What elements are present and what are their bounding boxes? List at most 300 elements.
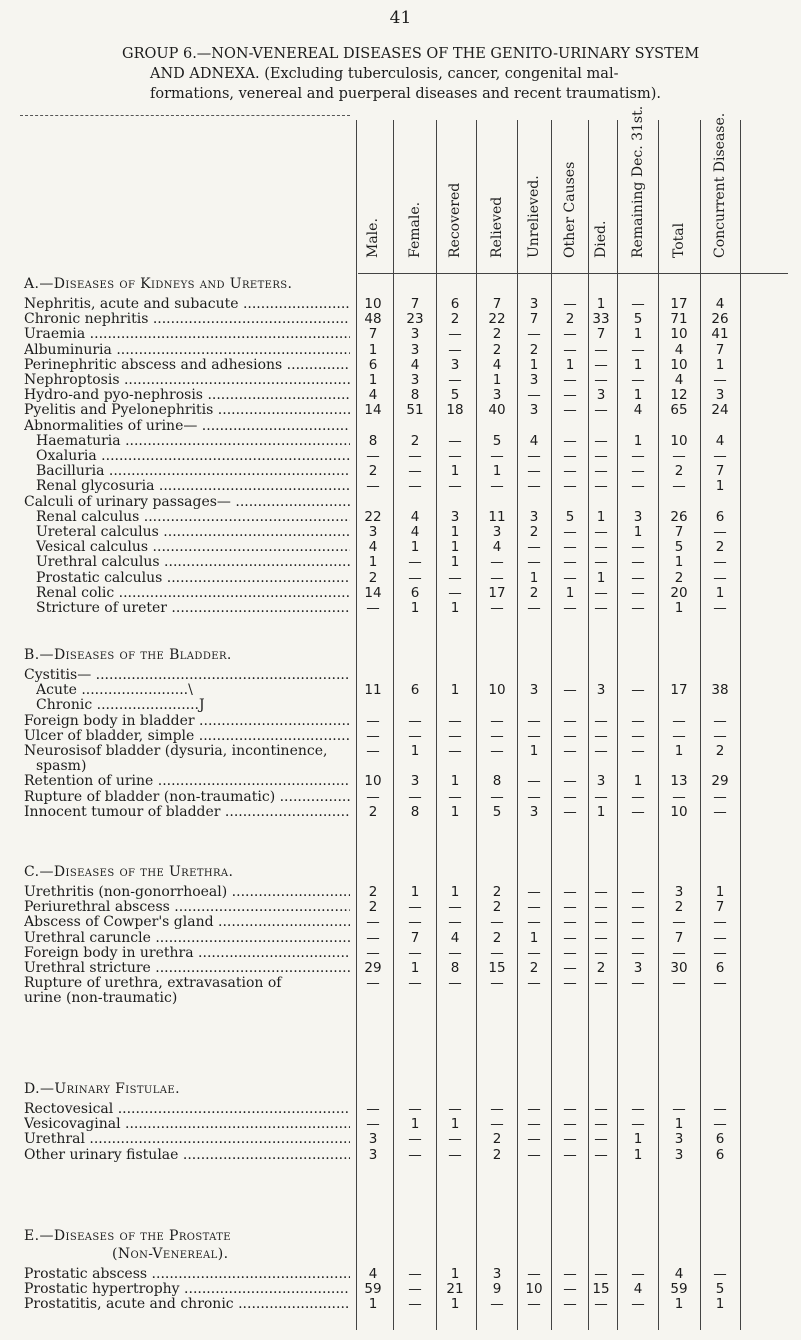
- table-cell: —: [594, 402, 608, 419]
- title-line-2: AND ADNEXA. (Excluding tuberculosis, cancer, congenital mal-: [150, 66, 619, 82]
- table-cell: —: [527, 884, 541, 900]
- page-number: 41: [389, 8, 412, 28]
- table-cell: 4: [715, 296, 725, 312]
- table-cell: —: [672, 914, 686, 931]
- table-cell: —: [563, 712, 577, 729]
- table-row: [0, 1267, 801, 1281]
- table-cell: —: [490, 975, 504, 992]
- table-cell: —: [563, 554, 577, 571]
- table-cell: —: [448, 584, 462, 601]
- table-cell: —: [594, 884, 608, 900]
- table-cell: —: [563, 944, 577, 961]
- table-cell: 1: [492, 372, 502, 388]
- table-cell: 2: [368, 899, 378, 916]
- table-cell: 29: [364, 960, 382, 976]
- table-cell: 20: [670, 584, 688, 601]
- table-cell: —: [563, 1101, 577, 1117]
- table-cell: —: [366, 975, 380, 992]
- table-cell: —: [563, 975, 577, 992]
- row-label: Hydro-and pyo-nephrosis .....: [24, 388, 350, 402]
- title-line-1: GROUP 6.—NON-VENEREAL DISEASES OF THE GENITO-URINARY SYSTEM: [122, 46, 700, 62]
- row-label: Abnormalities of urine— .....: [24, 419, 350, 433]
- table-cell: 3: [529, 803, 539, 820]
- table-cell: —: [527, 788, 541, 805]
- table-cell: 3: [529, 508, 539, 525]
- table-cell: —: [594, 975, 608, 992]
- row-label: Renal colic .....: [36, 586, 350, 600]
- table-cell: —: [366, 727, 380, 744]
- table-cell: —: [631, 899, 645, 916]
- table-cell: 48: [364, 311, 382, 328]
- row-label: Chronic .......................J: [36, 698, 205, 713]
- section-heading: C.—Diseases of the Urethra.: [24, 864, 234, 880]
- table-cell: 18: [446, 402, 464, 419]
- table-cell: 1: [450, 682, 460, 699]
- table-cell: —: [527, 712, 541, 729]
- table-cell: —: [448, 944, 462, 961]
- table-cell: —: [490, 727, 504, 744]
- table-cell: 7: [410, 929, 420, 946]
- table-row: [0, 1102, 801, 1116]
- column-header-1: [359, 120, 387, 274]
- table-cell: 41: [711, 326, 729, 343]
- row-label: Foreign body in urethra .....: [24, 946, 350, 960]
- table-cell: —: [408, 1101, 422, 1117]
- table-cell: —: [713, 929, 727, 946]
- table-cell: —: [366, 914, 380, 931]
- table-cell: 11: [488, 508, 506, 525]
- table-cell: —: [631, 803, 645, 820]
- table-cell: —: [527, 1131, 541, 1148]
- table-row: [0, 495, 801, 509]
- table-cell: 1: [715, 356, 725, 373]
- table-cell: —: [672, 478, 686, 495]
- table-cell: 3: [674, 884, 684, 900]
- table-row: [0, 698, 801, 712]
- table-cell: 1: [450, 1266, 460, 1282]
- table-cell: 40: [488, 402, 506, 419]
- table-cell: —: [672, 944, 686, 961]
- table-row: [0, 931, 801, 945]
- table-cell: 2: [529, 960, 539, 976]
- table-cell: —: [408, 899, 422, 916]
- table-cell: —: [448, 975, 462, 992]
- table-cell: —: [672, 1101, 686, 1117]
- table-row: [0, 555, 801, 569]
- table-cell: —: [713, 448, 727, 464]
- table-cell: 10: [670, 432, 688, 449]
- table-cell: 1: [596, 803, 606, 820]
- table-cell: 59: [670, 1281, 688, 1298]
- table-cell: —: [631, 478, 645, 495]
- table-cell: —: [594, 1266, 608, 1282]
- table-cell: —: [366, 743, 380, 759]
- table-row: [0, 668, 801, 682]
- table-row: [0, 991, 801, 1005]
- table-cell: 17: [670, 296, 688, 312]
- table-row: [0, 358, 801, 372]
- table-cell: —: [631, 944, 645, 961]
- table-cell: —: [448, 914, 462, 931]
- table-cell: 1: [450, 600, 460, 616]
- row-label: Retention of urine .....: [24, 774, 350, 788]
- table-cell: 1: [529, 743, 539, 759]
- row-label: Rupture of bladder (non-traumatic) .....: [24, 790, 350, 804]
- row-label: Pyelitis and Pyelonephritis .....: [24, 403, 350, 417]
- table-cell: —: [563, 884, 577, 900]
- table-cell: —: [713, 372, 727, 388]
- table-cell: —: [408, 712, 422, 729]
- table-cell: 2: [492, 1146, 502, 1163]
- table-cell: —: [563, 448, 577, 464]
- table-row: [0, 297, 801, 311]
- table-cell: —: [631, 682, 645, 699]
- table-cell: 3: [368, 1146, 378, 1163]
- table-cell: —: [527, 448, 541, 464]
- table-cell: 1: [529, 356, 539, 373]
- section-heading: (Non-Venereal).: [112, 1246, 229, 1262]
- row-label: Prostatic calculus .....: [36, 571, 350, 585]
- row-label: Abscess of Cowper's gland .....: [24, 915, 350, 929]
- table-cell: —: [563, 341, 577, 358]
- column-header-10: [706, 112, 734, 274]
- row-label: Prostatic hypertrophy .....: [24, 1282, 350, 1296]
- table-cell: —: [527, 326, 541, 343]
- column-header-label: Recovered: [447, 182, 463, 258]
- column-header-2: [401, 120, 429, 274]
- table-cell: 10: [670, 803, 688, 820]
- table-cell: —: [563, 803, 577, 820]
- table-cell: 51: [406, 402, 424, 419]
- table-cell: 7: [674, 524, 684, 540]
- table-cell: 3: [715, 387, 725, 404]
- table-cell: 5: [492, 432, 502, 449]
- table-cell: —: [631, 539, 645, 556]
- table-cell: —: [563, 402, 577, 419]
- table-cell: 2: [410, 432, 420, 449]
- table-cell: —: [408, 914, 422, 931]
- table-cell: —: [563, 773, 577, 790]
- table-cell: —: [594, 432, 608, 449]
- table-cell: —: [631, 914, 645, 931]
- table-cell: 3: [492, 387, 502, 404]
- table-cell: —: [563, 432, 577, 449]
- table-cell: —: [563, 1296, 577, 1313]
- table-cell: 7: [674, 929, 684, 946]
- table-cell: —: [527, 1146, 541, 1163]
- table-cell: 6: [368, 356, 378, 373]
- table-cell: 1: [565, 356, 575, 373]
- table-cell: 3: [529, 402, 539, 419]
- table-cell: 26: [711, 311, 729, 328]
- table-row: [0, 683, 801, 697]
- table-cell: —: [448, 1146, 462, 1163]
- table-cell: —: [490, 448, 504, 464]
- column-header-label: Male.: [365, 218, 381, 258]
- table-cell: —: [713, 1266, 727, 1282]
- table-cell: —: [490, 1116, 504, 1133]
- table-row: [0, 403, 801, 417]
- table-cell: 4: [368, 387, 378, 404]
- table-row: [0, 510, 801, 524]
- table-cell: —: [713, 524, 727, 540]
- table-cell: 3: [529, 296, 539, 312]
- table-cell: —: [490, 1296, 504, 1313]
- table-cell: 4: [492, 356, 502, 373]
- table-cell: 6: [450, 296, 460, 312]
- table-cell: 10: [364, 296, 382, 312]
- table-cell: 3: [450, 356, 460, 373]
- page-title: [122, 44, 762, 104]
- table-cell: 10: [488, 682, 506, 699]
- table-cell: —: [527, 1116, 541, 1133]
- row-label: Nephritis, acute and subacute .....: [24, 297, 350, 311]
- table-cell: —: [490, 788, 504, 805]
- table-cell: —: [408, 1296, 422, 1313]
- table-cell: —: [490, 944, 504, 961]
- table-row: [0, 373, 801, 387]
- table-cell: —: [490, 554, 504, 571]
- column-header-5: [520, 120, 548, 274]
- table-cell: —: [448, 478, 462, 495]
- table-cell: 1: [410, 960, 420, 976]
- section-heading: A.—Diseases of Kidneys and Ureters.: [24, 276, 293, 292]
- table-cell: 4: [450, 929, 460, 946]
- table-cell: —: [631, 1116, 645, 1133]
- table-cell: —: [594, 356, 608, 373]
- table-cell: 1: [492, 463, 502, 480]
- table-cell: —: [527, 899, 541, 916]
- column-header-6: [556, 120, 584, 274]
- table-cell: 1: [633, 326, 643, 343]
- table-cell: 6: [410, 584, 420, 601]
- table-cell: —: [594, 1101, 608, 1117]
- table-cell: 1: [450, 1116, 460, 1133]
- table-cell: 1: [633, 1146, 643, 1163]
- table-row: [0, 714, 801, 728]
- table-row: [0, 419, 801, 433]
- table-cell: —: [713, 975, 727, 992]
- table-cell: 4: [410, 524, 420, 540]
- table-row: [0, 1148, 801, 1162]
- table-cell: 2: [492, 326, 502, 343]
- table-row: [0, 540, 801, 554]
- table-cell: 2: [368, 884, 378, 900]
- table-row: [0, 961, 801, 975]
- table-row: [0, 449, 801, 463]
- table-cell: —: [631, 296, 645, 312]
- table-cell: —: [631, 929, 645, 946]
- table-cell: 15: [488, 960, 506, 976]
- row-label: Ulcer of bladder, simple .....: [24, 729, 350, 743]
- table-cell: 10: [670, 326, 688, 343]
- table-cell: —: [527, 539, 541, 556]
- table-cell: 3: [368, 524, 378, 540]
- table-row: [0, 946, 801, 960]
- table-cell: 5: [492, 803, 502, 820]
- table-cell: —: [631, 1266, 645, 1282]
- table-cell: 22: [488, 311, 506, 328]
- table-cell: —: [713, 569, 727, 586]
- table-cell: —: [448, 727, 462, 744]
- table-cell: —: [631, 712, 645, 729]
- table-row: [0, 434, 801, 448]
- table-cell: 1: [674, 1296, 684, 1313]
- table-cell: —: [713, 944, 727, 961]
- table-cell: 1: [633, 524, 643, 540]
- section-heading: E.—Diseases of the Prostate: [24, 1228, 231, 1244]
- table-cell: 3: [674, 1146, 684, 1163]
- table-cell: 1: [715, 1296, 725, 1313]
- table-cell: 1: [368, 1296, 378, 1313]
- table-cell: 8: [410, 803, 420, 820]
- row-label: Nephroptosis .....: [24, 373, 350, 387]
- table-cell: —: [631, 569, 645, 586]
- table-cell: —: [713, 712, 727, 729]
- table-cell: —: [563, 960, 577, 976]
- table-cell: 7: [529, 311, 539, 328]
- table-cell: —: [563, 387, 577, 404]
- table-cell: —: [408, 569, 422, 586]
- table-cell: —: [490, 1101, 504, 1117]
- table-cell: 4: [633, 1281, 643, 1298]
- table-cell: 4: [368, 539, 378, 556]
- table-cell: —: [713, 788, 727, 805]
- table-row: [0, 1117, 801, 1131]
- table-cell: 7: [715, 899, 725, 916]
- table-cell: 2: [529, 584, 539, 601]
- table-cell: 2: [674, 569, 684, 586]
- table-cell: 1: [596, 569, 606, 586]
- table-cell: 1: [450, 1296, 460, 1313]
- table-cell: —: [594, 600, 608, 616]
- table-cell: —: [448, 1131, 462, 1148]
- table-cell: 3: [633, 508, 643, 525]
- table-cell: —: [631, 1296, 645, 1313]
- table-cell: 2: [450, 311, 460, 328]
- table-cell: 4: [529, 432, 539, 449]
- table-cell: —: [527, 1101, 541, 1117]
- table-cell: —: [594, 341, 608, 358]
- row-label: Urethral caruncle .....: [24, 931, 350, 945]
- table-cell: 2: [492, 341, 502, 358]
- table-cell: 1: [410, 539, 420, 556]
- table-cell: 2: [492, 884, 502, 900]
- table-cell: 4: [368, 1266, 378, 1282]
- table-row: [0, 464, 801, 478]
- row-label: Urethritis (non-gonorrhoeal) .....: [24, 885, 350, 899]
- table-cell: 3: [596, 387, 606, 404]
- table-cell: 10: [364, 773, 382, 790]
- table-cell: 8: [368, 432, 378, 449]
- table-cell: —: [408, 788, 422, 805]
- column-header-label: Total: [671, 222, 687, 258]
- table-cell: —: [594, 1296, 608, 1313]
- table-cell: 8: [450, 960, 460, 976]
- table-cell: 5: [565, 508, 575, 525]
- row-label: Rupture of urethra, extravasation of: [24, 976, 282, 991]
- table-cell: —: [408, 1131, 422, 1148]
- table-cell: 3: [368, 1131, 378, 1148]
- table-cell: —: [713, 803, 727, 820]
- column-header-4: [483, 120, 511, 274]
- table-cell: 15: [592, 1281, 610, 1298]
- table-row: [0, 915, 801, 929]
- row-label: Renal calculus .....: [36, 510, 350, 524]
- table-cell: 2: [674, 899, 684, 916]
- table-row: [0, 790, 801, 804]
- table-cell: —: [527, 975, 541, 992]
- table-cell: 3: [450, 508, 460, 525]
- table-cell: —: [366, 478, 380, 495]
- table-cell: 1: [410, 600, 420, 616]
- table-cell: 1: [368, 341, 378, 358]
- table-cell: 1: [450, 884, 460, 900]
- row-label: Urethral stricture .....: [24, 961, 350, 975]
- row-label: Haematuria .....: [36, 434, 350, 448]
- table-cell: —: [631, 341, 645, 358]
- table-cell: —: [490, 569, 504, 586]
- table-cell: —: [366, 929, 380, 946]
- table-cell: 1: [633, 356, 643, 373]
- table-row: [0, 976, 801, 990]
- table-cell: 3: [492, 524, 502, 540]
- table-row: [0, 388, 801, 402]
- row-label: Calculi of urinary passages— .....: [24, 495, 350, 509]
- table-cell: 7: [715, 463, 725, 480]
- table-cell: —: [631, 743, 645, 759]
- row-label: urine (non-traumatic): [24, 991, 178, 1006]
- table-cell: —: [563, 1266, 577, 1282]
- table-cell: 1: [450, 463, 460, 480]
- table-row: [0, 479, 801, 493]
- table-cell: —: [408, 975, 422, 992]
- table-cell: —: [563, 914, 577, 931]
- table-cell: 2: [492, 929, 502, 946]
- table-cell: —: [563, 788, 577, 805]
- table-cell: —: [448, 743, 462, 759]
- table-cell: 24: [711, 402, 729, 419]
- table-cell: —: [366, 1101, 380, 1117]
- table-cell: —: [563, 326, 577, 343]
- table-cell: —: [408, 448, 422, 464]
- header-rule: [20, 115, 350, 116]
- table-cell: 9: [492, 1281, 502, 1298]
- table-cell: —: [631, 584, 645, 601]
- table-row: [0, 885, 801, 899]
- table-cell: 2: [529, 524, 539, 540]
- table-cell: 2: [674, 463, 684, 480]
- table-cell: —: [527, 1266, 541, 1282]
- table-cell: 4: [492, 539, 502, 556]
- row-label: Bacilluria .....: [36, 464, 350, 478]
- table-cell: 4: [674, 1266, 684, 1282]
- table-cell: —: [527, 914, 541, 931]
- table-cell: —: [713, 914, 727, 931]
- table-row: [0, 900, 801, 914]
- table-row: [0, 312, 801, 326]
- table-cell: 1: [715, 584, 725, 601]
- table-cell: 7: [596, 326, 606, 343]
- row-label: Prostatic abscess .....: [24, 1267, 350, 1281]
- row-label: Other urinary fistulae .....: [24, 1148, 350, 1162]
- row-label: Stricture of ureter .....: [36, 601, 350, 615]
- table-cell: —: [631, 372, 645, 388]
- table-cell: 1: [674, 743, 684, 759]
- table-cell: 4: [674, 341, 684, 358]
- table-cell: 7: [492, 296, 502, 312]
- table-cell: —: [631, 1101, 645, 1117]
